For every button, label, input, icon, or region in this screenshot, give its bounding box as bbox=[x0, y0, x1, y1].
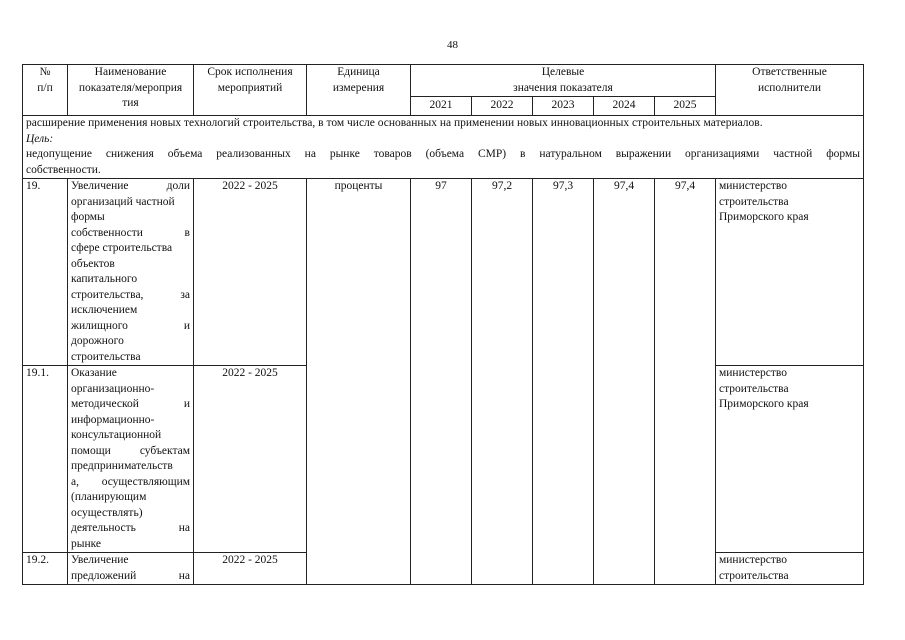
row-value-2022 bbox=[472, 553, 533, 585]
row-responsible bbox=[716, 179, 864, 366]
row-value-2023: 97,3 bbox=[533, 179, 594, 366]
row-name-line: предложений на bbox=[71, 569, 190, 582]
col-header-term-line2: мероприятий bbox=[217, 81, 283, 94]
row-value-2025 bbox=[655, 366, 716, 553]
goal-row bbox=[23, 116, 864, 179]
row-name-line: Увеличение доли bbox=[71, 180, 190, 192]
goal-line-3: собственности. bbox=[26, 163, 101, 176]
row-term: 2022 - 2025 bbox=[194, 553, 307, 585]
row-name bbox=[68, 179, 194, 366]
page-number: 48 bbox=[447, 39, 458, 51]
year-header-2021: 2021 bbox=[411, 97, 472, 116]
row-resp-line: строительства bbox=[719, 382, 789, 395]
row-resp-line: Приморского края bbox=[719, 211, 809, 223]
col-header-name bbox=[68, 65, 194, 116]
row-name-line: сфере строительства bbox=[71, 242, 173, 254]
year-header-2023: 2023 bbox=[533, 97, 594, 116]
row-name-line: а, осуществляющим bbox=[71, 475, 190, 488]
col-header-unit-line1: Единица bbox=[337, 66, 380, 78]
row-value-2024 bbox=[594, 553, 655, 585]
col-header-target-line1: Целевые bbox=[541, 66, 585, 78]
row-name-line: осуществлять) bbox=[71, 506, 143, 519]
row-resp-line: министерство bbox=[719, 554, 787, 566]
year-header-2024: 2024 bbox=[594, 97, 655, 116]
col-header-target-line2: значения показателя bbox=[513, 81, 613, 94]
row-name-line: деятельность на bbox=[71, 522, 190, 534]
row-name-line: формы bbox=[71, 211, 105, 223]
row-name-line: собственности в bbox=[71, 226, 190, 239]
row-name-line: предпринимательств bbox=[71, 460, 173, 472]
goal-line-1: расширение применения новых технологий строительства, в том числе основанных на применении новых инновационных строительных материалов. bbox=[26, 117, 763, 129]
row-value-2022 bbox=[472, 366, 533, 553]
col-header-unit-line2: измерения bbox=[332, 81, 385, 94]
col-header-resp-line1: Ответственные bbox=[752, 66, 827, 78]
table-row bbox=[23, 179, 864, 366]
row-value-2025: 97,4 bbox=[655, 179, 716, 366]
col-header-name-line2: показателя/мероприя bbox=[78, 81, 183, 94]
row-resp-line: министерство bbox=[719, 367, 787, 379]
row-resp-line: строительства bbox=[719, 195, 789, 208]
row-name-line: методической и bbox=[71, 398, 190, 410]
row-resp-line: строительства bbox=[719, 569, 789, 582]
col-header-term-line1: Срок исполнения bbox=[207, 66, 293, 78]
row-value-2021 bbox=[411, 553, 472, 585]
row-unit: проценты bbox=[307, 179, 411, 366]
row-value-2023 bbox=[533, 366, 594, 553]
col-header-num-line2: п/п bbox=[37, 81, 53, 94]
row-name-line: Оказание bbox=[71, 367, 117, 379]
row-name bbox=[68, 366, 194, 553]
table-row bbox=[23, 553, 864, 585]
col-header-num bbox=[23, 65, 68, 116]
row-num: 19.1. bbox=[23, 366, 68, 553]
table-row bbox=[23, 366, 864, 553]
row-name-line: строительства bbox=[71, 350, 141, 363]
year-header-2025: 2025 bbox=[655, 97, 716, 116]
row-name-line: жилищного и bbox=[71, 319, 190, 332]
col-header-num-line1: № bbox=[39, 66, 51, 78]
row-name-line: строительства, за bbox=[71, 288, 190, 301]
col-header-name-line3: тия bbox=[122, 97, 139, 109]
row-responsible bbox=[716, 366, 864, 553]
row-name bbox=[68, 553, 194, 585]
row-name-line: организаций частной bbox=[71, 195, 175, 208]
col-header-resp-line2: исполнители bbox=[757, 81, 822, 94]
goal-block bbox=[23, 116, 864, 179]
indicators-table bbox=[22, 64, 864, 585]
row-unit bbox=[307, 553, 411, 585]
row-name-line: (планирующим bbox=[71, 491, 147, 503]
row-term: 2022 - 2025 bbox=[194, 366, 307, 553]
row-value-2021: 97 bbox=[411, 179, 472, 366]
row-value-2025 bbox=[655, 553, 716, 585]
row-name-line: организационно- bbox=[71, 382, 155, 395]
col-header-target bbox=[411, 65, 716, 97]
row-value-2022: 97,2 bbox=[472, 179, 533, 366]
row-name-line: Увеличение bbox=[71, 554, 129, 566]
row-name-line: капитального bbox=[71, 273, 138, 285]
row-value-2024 bbox=[594, 366, 655, 553]
row-value-2023 bbox=[533, 553, 594, 585]
row-name-line: исключением bbox=[71, 304, 138, 316]
row-term: 2022 - 2025 bbox=[194, 179, 307, 366]
row-name-line: рынке bbox=[71, 537, 102, 550]
row-responsible bbox=[716, 553, 864, 585]
col-header-name-line1: Наименование bbox=[94, 66, 167, 78]
row-name-line: информационно- bbox=[71, 413, 155, 426]
row-num: 19.2. bbox=[23, 553, 68, 585]
header-row bbox=[23, 65, 864, 97]
row-resp-line: Приморского края bbox=[719, 398, 809, 410]
row-resp-line: министерство bbox=[719, 180, 787, 192]
row-num: 19. bbox=[23, 179, 68, 366]
col-header-responsible bbox=[716, 65, 864, 116]
goal-label: Цель: bbox=[26, 132, 54, 145]
row-value-2021 bbox=[411, 366, 472, 553]
row-unit bbox=[307, 366, 411, 553]
row-name-line: объектов bbox=[71, 257, 115, 270]
col-header-term bbox=[194, 65, 307, 116]
row-name-line: помощи субъектам bbox=[71, 444, 190, 457]
goal-line-2: недопущение снижения объема реализованных на рынке товаров (объема СМР) в натуральном выражении организациями частной формы bbox=[26, 148, 860, 160]
year-header-2022: 2022 bbox=[472, 97, 533, 116]
row-name-line: консультационной bbox=[71, 429, 162, 441]
row-name-line: дорожного bbox=[71, 335, 124, 347]
row-value-2024: 97,4 bbox=[594, 179, 655, 366]
col-header-unit bbox=[307, 65, 411, 116]
